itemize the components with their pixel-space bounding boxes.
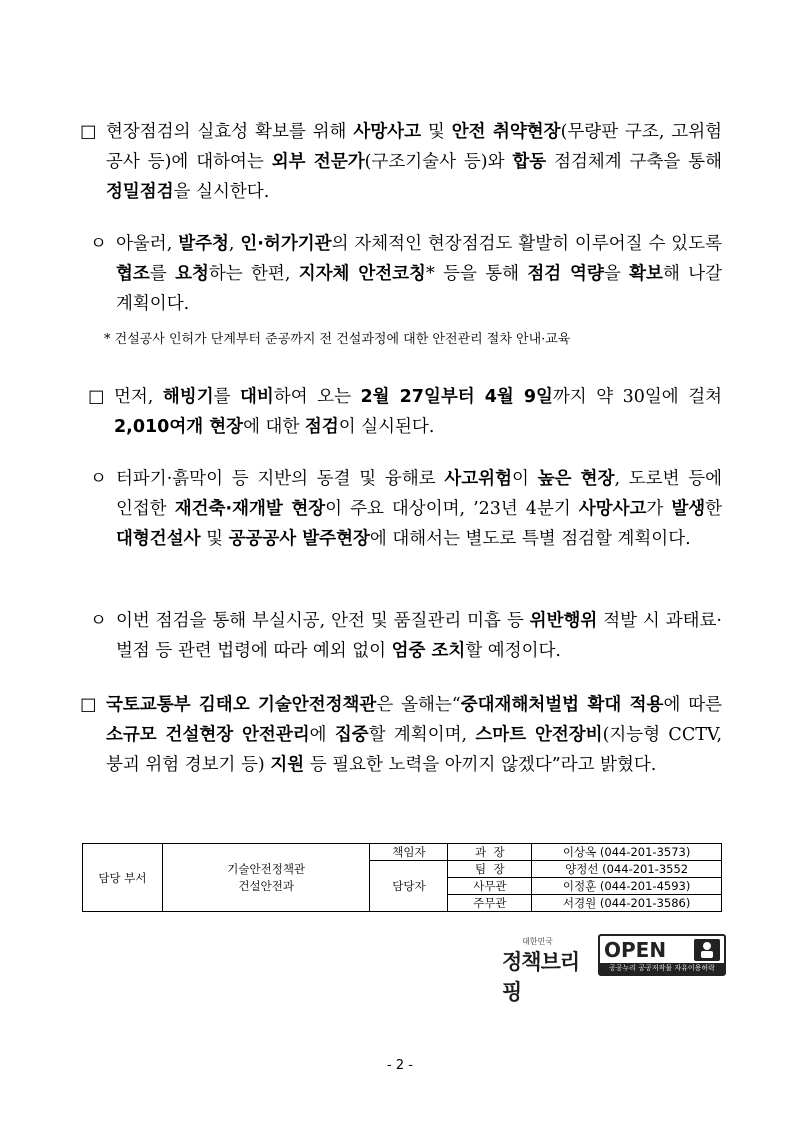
contact-title: 사무관 (448, 878, 532, 895)
contact-person: 이정훈 (044-201-4593) (532, 878, 722, 895)
person-icon (694, 939, 720, 961)
contact-title: 팀 장 (448, 861, 532, 878)
footnote: * 건설공사 인허가 단계부터 준공까지 전 건설과정에 대한 안전관리 절차 안내·교육 (104, 332, 571, 347)
paragraph-marker: □ (80, 695, 97, 715)
contact-title: 과 장 (448, 844, 532, 861)
contact-person: 서경원 (044-201-3586) (532, 895, 722, 912)
paragraph-6: □ 국토교통부 김태오 기술안전정책관은 올해는“중대재해처벌법 확대 적용에 따른 소규모 건설현장 안전관리에 집중할 계획이며, 스마트 안전장비(지능형 CCTV, 붕괴 위험 경보기 등) 지원 등 필요한 노력을 아끼지 않겠다”라고 밝혔다. (80, 690, 722, 780)
paragraph-marker: ㅇ (90, 234, 107, 254)
paragraph-marker: □ (80, 122, 97, 142)
policy-briefing-logo: 대한민국 정책브리핑 (502, 937, 580, 1004)
paragraph-1: □ 현장점검의 실효성 확보를 위해 사망사고 및 안전 취약현장(무량판 구조, 고위험 공사 등)에 대하여는 외부 전문가(구조기술사 등)와 합동 점검체계 구축을 통해 정밀점검을 실시한다. (80, 117, 722, 207)
dept-line-1: 기술안전정책관 (227, 861, 306, 876)
paragraph-4: ㅇ 터파기·흙막이 등 지반의 동결 및 융해로 사고위험이 높은 현장, 도로변 등에 인접한 재건축·재개발 현장이 주요 대상이며, ’23년 4분기 사망사고가 발생한 대형건설사 및 공공공사 발주현장에 대해서는 별도로 특별 점검할 계획이다. (90, 464, 722, 554)
staff-label: 담당자 (370, 861, 448, 912)
page-number: - 2 - (387, 1058, 413, 1073)
paragraph-marker: ㅇ (90, 469, 107, 489)
contact-title: 주무관 (448, 895, 532, 912)
paragraph-5: ㅇ 이번 점검을 통해 부실시공, 안전 및 품질관리 미흡 등 위반행위 적발 시 과태료·벌점 등 관련 법령에 따라 예외 없이 엄중 조치할 예정이다. (90, 606, 722, 666)
contact-person: 이상옥 (044-201-3573) (532, 844, 722, 861)
paragraph-2: ㅇ 아울러, 발주청, 인·허가기관의 자체적인 현장점검도 활발히 이루어질 수 있도록 협조를 요청하는 한편, 지자체 안전코칭* 등을 통해 점검 역량을 확보해 나갈 계획이다. (90, 229, 722, 319)
responsible-label: 책임자 (370, 844, 448, 861)
table-row (83, 844, 722, 861)
footer-logos (498, 934, 726, 1004)
dept-name (162, 844, 370, 912)
paragraph-marker: ㅇ (90, 611, 107, 631)
paragraph-3: □ 먼저, 해빙기를 대비하여 오는 2월 27일부터 4월 9일까지 약 30일에 걸쳐 2,010여개 현장에 대한 점검이 실시된다. (88, 382, 722, 442)
kogl-open-logo: OPEN 공공누리 공공저작물 자유이용허락 (598, 934, 726, 976)
dept-label: 담당 부서 (83, 844, 163, 912)
contact-table (82, 843, 722, 912)
paragraph-marker: □ (88, 387, 105, 407)
contact-person: 양정선 (044-201-3552 (532, 861, 722, 878)
dept-line-2: 건설안전과 (238, 878, 294, 893)
